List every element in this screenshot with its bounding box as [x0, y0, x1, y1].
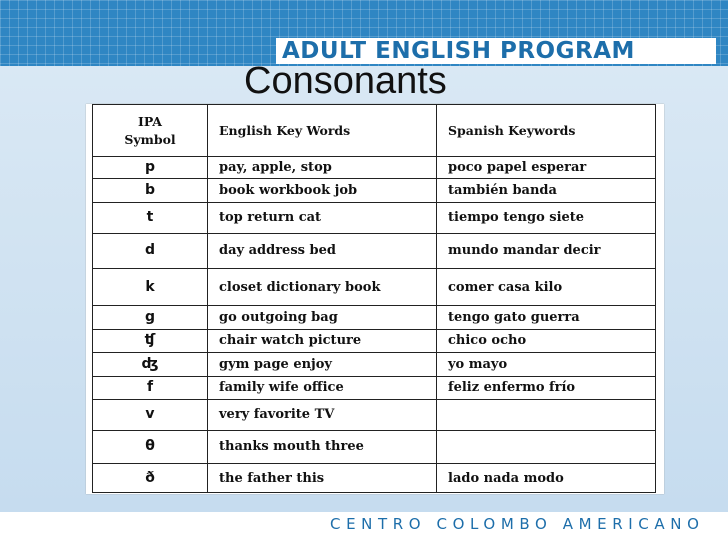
spanish-keywords-cell: también banda	[437, 179, 656, 202]
english-keywords-cell: very favorite TV	[208, 400, 437, 431]
slide-title: Consonants	[244, 60, 447, 102]
spanish-keywords-cell: tengo gato guerra	[437, 306, 656, 329]
table-row	[93, 202, 656, 233]
spanish-keywords-cell	[437, 430, 656, 464]
ipa-symbol-cell: ʧ	[93, 329, 208, 352]
spanish-keywords-cell: tiempo tengo siete	[437, 202, 656, 233]
table-row	[93, 430, 656, 464]
ipa-symbol-cell: g	[93, 306, 208, 329]
header-ipa-symbol	[93, 105, 208, 157]
table-row	[93, 400, 656, 431]
ipa-symbol-cell: θ	[93, 430, 208, 464]
ipa-symbol-cell: k	[93, 269, 208, 306]
spanish-keywords-cell: mundo mandar decir	[437, 233, 656, 269]
spanish-keywords-cell: comer casa kilo	[437, 269, 656, 306]
table-row	[93, 179, 656, 202]
spanish-keywords-cell: poco papel esperar	[437, 157, 656, 179]
spanish-keywords-cell	[437, 400, 656, 431]
ipa-symbol-cell: ʤ	[93, 353, 208, 376]
ipa-symbol-cell: b	[93, 179, 208, 202]
table-row	[93, 157, 656, 179]
ipa-symbol-cell: d	[93, 233, 208, 269]
table-row	[93, 306, 656, 329]
spanish-keywords-cell: yo mayo	[437, 353, 656, 376]
english-keywords-cell: day address bed	[208, 233, 437, 269]
table-container	[86, 104, 664, 494]
ipa-symbol-cell: v	[93, 400, 208, 431]
english-keywords-cell: thanks mouth three	[208, 430, 437, 464]
table-row	[93, 353, 656, 376]
header-english-keywords: English Key Words	[208, 105, 437, 157]
english-keywords-cell: go outgoing bag	[208, 306, 437, 329]
ipa-symbol-cell: p	[93, 157, 208, 179]
table-row	[93, 376, 656, 399]
english-keywords-cell: chair watch picture	[208, 329, 437, 352]
english-keywords-cell: book workbook job	[208, 179, 437, 202]
program-title: ADULT ENGLISH PROGRAM	[276, 38, 716, 64]
footer-text: CENTRO COLOMBO AMERICANO	[330, 515, 705, 533]
ipa-symbol-cell: ð	[93, 464, 208, 493]
ipa-symbol-cell: f	[93, 376, 208, 399]
table-row	[93, 269, 656, 306]
table-row	[93, 464, 656, 493]
spanish-keywords-cell: lado nada modo	[437, 464, 656, 493]
english-keywords-cell: the father this	[208, 464, 437, 493]
english-keywords-cell: closet dictionary book	[208, 269, 437, 306]
consonant-table	[92, 104, 656, 493]
english-keywords-cell: pay, apple, stop	[208, 157, 437, 179]
spanish-keywords-cell: chico ocho	[437, 329, 656, 352]
ipa-symbol-cell: t	[93, 202, 208, 233]
table-row	[93, 233, 656, 269]
header-spanish-keywords: Spanish Keywords	[437, 105, 656, 157]
english-keywords-cell: gym page enjoy	[208, 353, 437, 376]
spanish-keywords-cell: feliz enfermo frío	[437, 376, 656, 399]
table-row	[93, 329, 656, 352]
english-keywords-cell: top return cat	[208, 202, 437, 233]
header-ipa-line2: Symbol	[124, 131, 176, 147]
table-header-row	[93, 105, 656, 157]
english-keywords-cell: family wife office	[208, 376, 437, 399]
header-ipa-line1: IPA	[137, 113, 163, 129]
